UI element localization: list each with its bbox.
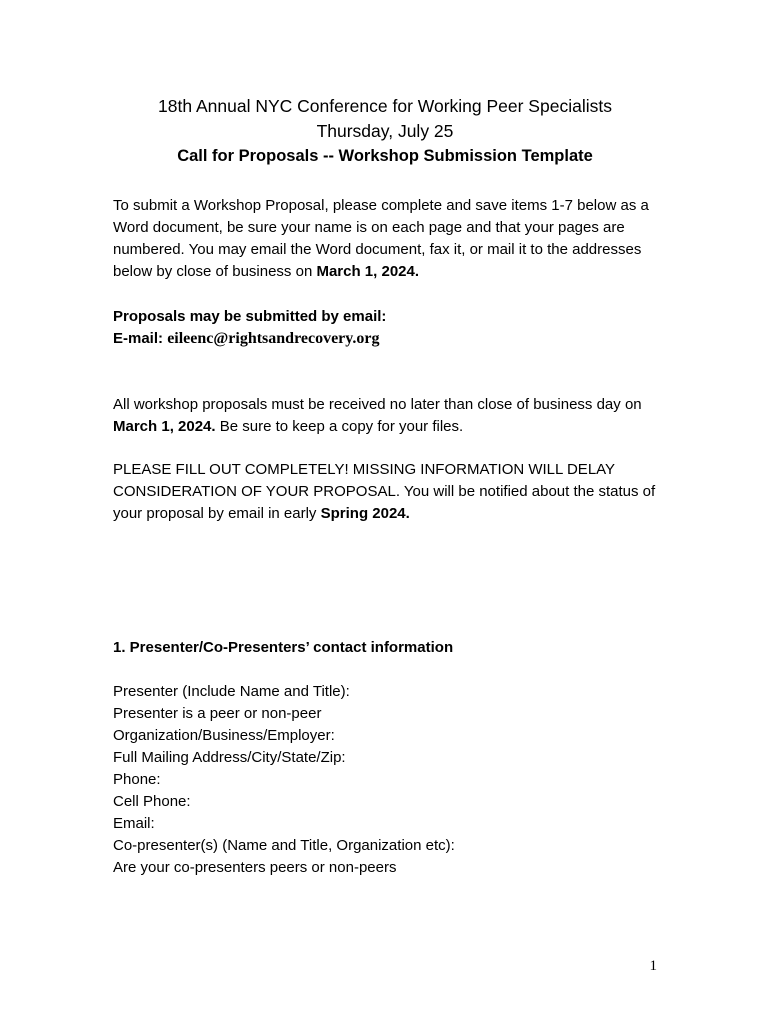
intro-deadline: March 1, 2024. <box>316 263 420 280</box>
field-phone: Phone: <box>113 771 161 788</box>
deadline-text-before: All workshop proposals must be received no later than close of business day on <box>113 396 642 413</box>
section-1-heading: 1. Presenter/Co-Presenters’ contact information <box>113 639 454 656</box>
document-header <box>0 94 770 169</box>
field-cell-phone: Cell Phone: <box>113 793 191 810</box>
field-co-presenters: Co-presenter(s) (Name and Title, Organization etc): <box>113 837 455 854</box>
deadline-paragraph <box>113 394 673 438</box>
field-co-presenters-peer: Are your co-presenters peers or non-peers <box>113 859 397 876</box>
field-address: Full Mailing Address/City/State/Zip: <box>113 749 346 766</box>
submission-info <box>113 306 673 350</box>
page-number: 1 <box>649 958 657 974</box>
contact-fields-list <box>113 681 673 879</box>
field-presenter: Presenter (Include Name and Title): <box>113 683 350 700</box>
conference-title: 18th Annual NYC Conference for Working Peer Specialists <box>158 96 612 116</box>
conference-date: Thursday, July 25 <box>316 121 454 141</box>
deadline-text-after: Be sure to keep a copy for your files. <box>215 418 464 435</box>
field-email: Email: <box>113 815 155 832</box>
warning-text: PLEASE FILL OUT COMPLETELY! MISSING INFORMATION WILL DELAY CONSIDERATION OF YOUR PROPOSAL. You will be notified about the status of your proposal by email in early <box>113 461 656 522</box>
intro-text: To submit a Workshop Proposal, please complete and save items 1-7 below as a Word document, be sure your name is on each page and that your pages are numbered. You may email the Word document, fax it, or mail it to the addresses below by close of business on <box>113 197 649 280</box>
submission-heading: Proposals may be submitted by email: <box>113 308 387 325</box>
email-label: E-mail: <box>113 330 168 347</box>
document-subtitle: Call for Proposals -- Workshop Submission Template <box>177 147 593 165</box>
email-address: eileenc@rightsandrecovery.org <box>167 330 380 347</box>
intro-paragraph <box>113 195 673 283</box>
field-organization: Organization/Business/Employer: <box>113 727 335 744</box>
field-presenter-peer: Presenter is a peer or non-peer <box>113 705 322 722</box>
warning-season: Spring 2024. <box>320 505 410 522</box>
warning-paragraph <box>113 459 673 525</box>
deadline-date: March 1, 2024. <box>113 418 216 435</box>
